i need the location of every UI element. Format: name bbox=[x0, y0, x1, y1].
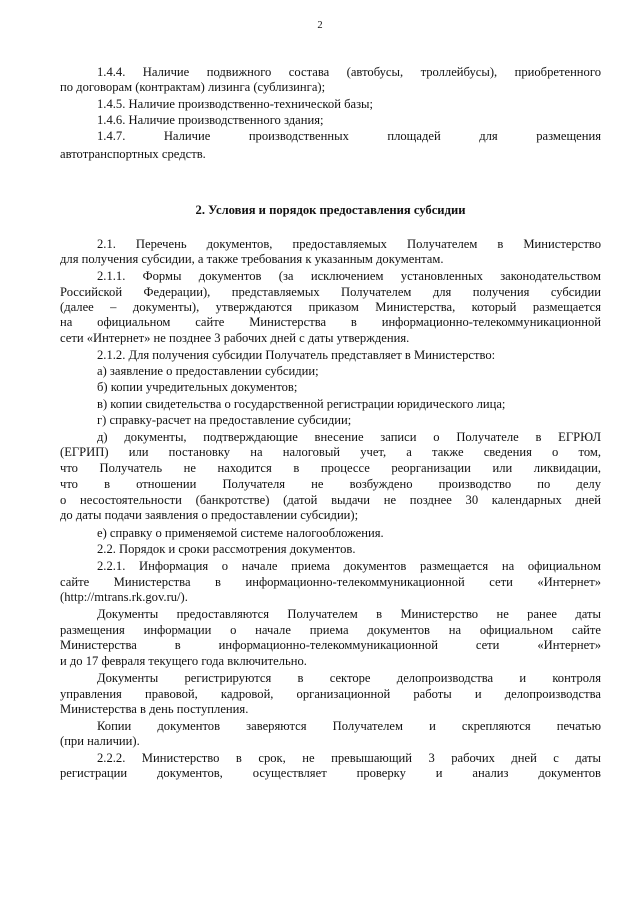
text-line: Копии документов заверяются Получателем и скрепляются печатью bbox=[97, 719, 601, 733]
text-line: 2.2.2. Министерство в срок, не превышающий 3 рабочих дней с даты bbox=[97, 751, 601, 765]
text-line: что в отношении Получателя не возбуждено производство по делу bbox=[60, 477, 601, 491]
text-line: 1.4.7. Наличие производственных площадей для размещения bbox=[97, 129, 601, 143]
section-heading: 2. Условия и порядок предоставления субсидии bbox=[195, 203, 466, 217]
text-line: г) справку-расчет на предоставление субсидии; bbox=[97, 413, 352, 427]
text-line: е) справку о применяемой системе налогообложения. bbox=[97, 526, 384, 540]
text-line: 1.4.5. Наличие производственно-технической базы; bbox=[97, 97, 374, 111]
text-line: на официальном сайте Министерства в информационно-телекоммуникационной bbox=[60, 315, 601, 329]
text-line: 1.4.4. Наличие подвижного состава (автобусы, троллейбусы), приобретенного bbox=[97, 65, 601, 79]
text-line: Документы предоставляются Получателем в Министерство не ранее даты bbox=[97, 607, 601, 621]
text-line: а) заявление о предоставлении субсидии; bbox=[97, 364, 319, 378]
text-line: о несостоятельности (банкротстве) (датой выдачи не позднее 30 календарных дней bbox=[60, 493, 601, 507]
text-line: размещения информации о начале приема документов на официальном сайте bbox=[60, 623, 601, 637]
text-line: 2.1.2. Для получения субсидии Получатель представляет в Министерство: bbox=[97, 348, 496, 362]
text-line: д) документы, подтверждающие внесение записи о Получателе в ЕГРЮЛ bbox=[97, 430, 601, 444]
text-line: Документы регистрируются в секторе делопроизводства и контроля bbox=[97, 671, 601, 685]
text-line: автотранспортных средств. bbox=[60, 147, 206, 161]
text-line: 2.1. Перечень документов, предоставляемых Получателем в Министерство bbox=[97, 237, 601, 251]
text-line: б) копии учредительных документов; bbox=[97, 380, 298, 394]
text-line: что Получатель не находится в процессе реорганизации или ликвидации, bbox=[60, 461, 601, 475]
text-line: до даты подачи заявления о предоставлении субсидии); bbox=[60, 508, 359, 522]
page-number: 2 bbox=[317, 20, 323, 31]
text-line: 2.2.1. Информация о начале приема документов размещается на официальном bbox=[97, 559, 601, 573]
text-line: Министерства в информационно-телекоммуникационной сети «Интернет» bbox=[60, 638, 601, 652]
text-line: регистрации документов, осуществляет проверку и анализ документов bbox=[60, 766, 601, 780]
text-line: 1.4.6. Наличие производственного здания; bbox=[97, 113, 324, 127]
text-line: Российской Федерации), представляемых Получателем для получения субсидии bbox=[60, 285, 601, 299]
text-line: управления правовой, кадровой, организационной работы и делопроизводства bbox=[60, 687, 601, 701]
text-line: Министерства в день поступления. bbox=[60, 702, 249, 716]
text-line: 2.2. Порядок и сроки рассмотрения документов. bbox=[97, 542, 356, 556]
text-line: для получения субсидии, а также требования к указанным документам. bbox=[60, 252, 444, 266]
text-line: (при наличии). bbox=[60, 734, 140, 748]
text-line: (ЕГРИП) или постановку на налоговый учет, а также сведения о том, bbox=[60, 445, 601, 459]
text-line: 2.1.1. Формы документов (за исключением установленных законодательством bbox=[97, 269, 601, 283]
text-line: (далее – документы), утверждаются приказом Министерства, который размещается bbox=[60, 300, 601, 314]
text-line: сети «Интернет» не позднее 3 рабочих дней с даты утверждения. bbox=[60, 331, 410, 345]
text-line: по договорам (контрактам) лизинга (сублизинга); bbox=[60, 80, 326, 94]
text-line: сайте Министерства в информационно-телекоммуникационной сети «Интернет» bbox=[60, 575, 601, 589]
text-line: в) копии свидетельства о государственной регистрации юридического лица; bbox=[97, 397, 506, 411]
text-line: и до 17 февраля текущего года включительно. bbox=[60, 654, 307, 668]
text-line: (http://mtrans.rk.gov.ru/). bbox=[60, 590, 188, 604]
